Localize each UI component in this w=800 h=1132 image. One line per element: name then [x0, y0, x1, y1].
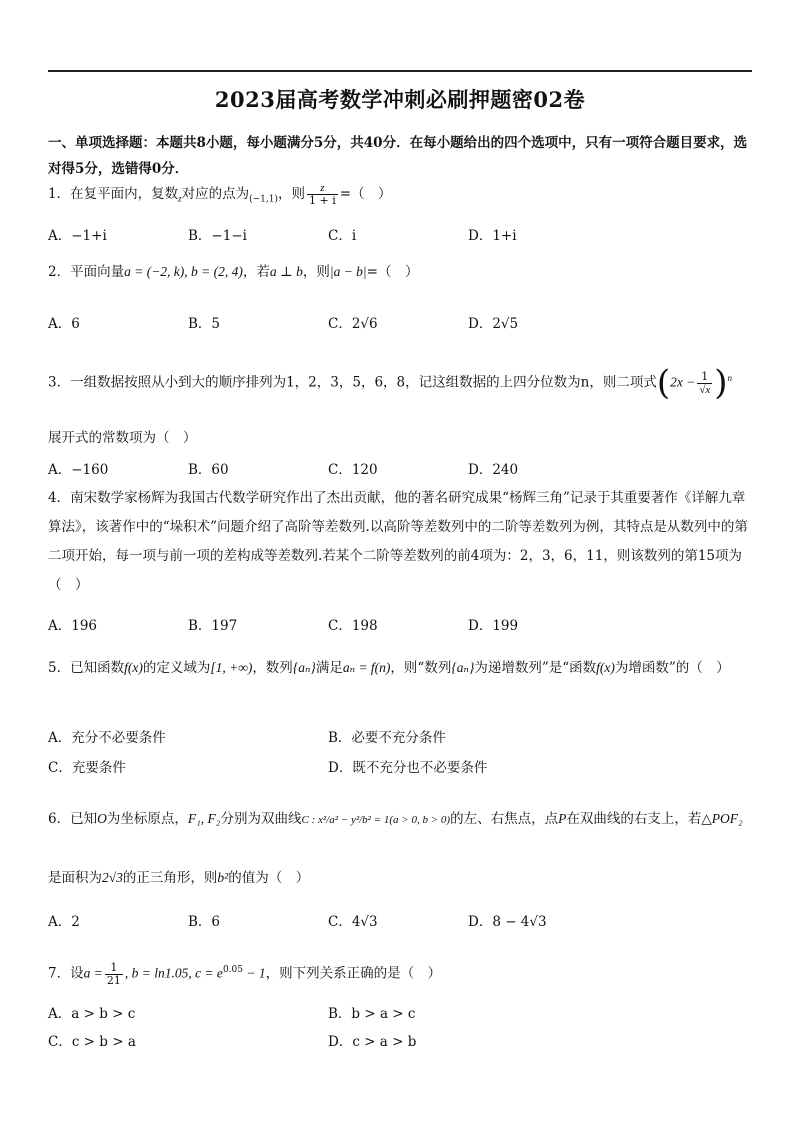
q3-option-b[interactable]: B．60	[188, 462, 229, 478]
q3-frac-num: 1	[697, 371, 712, 384]
q5-options-row2	[48, 756, 754, 780]
q7-expr-c: − 1	[242, 965, 266, 981]
q3-option-d[interactable]: D．240	[468, 462, 519, 478]
q6-curve: C : x²/a² − y²/b² = 1(a > 0, b > 0)	[301, 814, 451, 826]
q6-b2: b²	[217, 870, 229, 885]
section-heading: 一、单项选择题：本题共8小题，每小题满分5分，共40分．在每小题给出的四个选项中，只有一项符合题目要求，选对得5分，选错得0分．	[48, 135, 748, 177]
question-1	[48, 180, 754, 214]
q6-text-a: 6．已知	[48, 811, 98, 827]
q6-o: O	[97, 811, 107, 826]
question-5	[48, 650, 754, 686]
q7-text-a: 7．设	[48, 965, 84, 982]
q5-an-2: {aₙ}	[451, 660, 475, 675]
q3-frac-den: √x	[699, 383, 711, 396]
q7-expr-b: , b = ln1.05, c = e	[124, 965, 223, 981]
q3-paren-close: )	[714, 363, 728, 403]
q3-options	[48, 458, 754, 482]
q7-expr-a: a =	[83, 965, 103, 981]
q5-rel: aₙ = f(n)	[342, 660, 391, 675]
q1-option-c[interactable]: C．i	[328, 228, 357, 244]
q2-expr: a = (−2, k), b = (2, 4)	[124, 264, 243, 279]
page-title: 2023届高考数学冲刺必刷押题密02卷	[214, 87, 586, 112]
q2-text-b: ，若	[242, 264, 270, 280]
q5-fx-2: f(x)	[596, 660, 615, 675]
q6-text-h: 的值为（ ）	[228, 870, 310, 886]
q5-text-f: 为递增数列”是“函数	[474, 660, 597, 676]
q5-text-c: ，数列	[252, 660, 293, 676]
q2-option-b[interactable]: B．5	[188, 316, 221, 332]
q6-text-e: 在双曲线的右支上，若	[566, 811, 702, 827]
q3-paren-open: (	[656, 363, 671, 403]
q7-option-a[interactable]: A．a > b > c	[48, 1006, 136, 1022]
q7-fraction	[105, 962, 123, 987]
q3-fraction	[697, 371, 712, 396]
q6-area: 2√3	[102, 870, 123, 885]
q3-exponent: n	[727, 373, 733, 383]
q2-options	[48, 312, 754, 336]
q7-options-row1	[48, 1002, 754, 1026]
q7-option-b[interactable]: B．b > a > c	[328, 1006, 416, 1022]
q1-text-d: =（ ）	[339, 186, 392, 202]
q1-text-c: ，则	[278, 186, 305, 202]
q6-option-d[interactable]: D．8 − 4√3	[468, 914, 547, 930]
q1-option-d[interactable]: D．1+i	[468, 228, 517, 244]
q6-foci: F₁, F₂	[187, 811, 221, 826]
q1-fraction	[307, 182, 338, 207]
header-rule	[48, 70, 752, 72]
q6-text-c: 分别为双曲线	[220, 811, 302, 827]
question-3	[48, 363, 754, 403]
q6-option-a[interactable]: A．2	[48, 914, 80, 930]
q1-var: z	[178, 193, 182, 204]
q4-option-c[interactable]: C．198	[328, 618, 378, 634]
q4-option-b[interactable]: B．197	[188, 618, 238, 634]
q5-an: {aₙ}	[292, 660, 316, 675]
q6-text-g: 的正三角形，则	[122, 870, 218, 886]
q7-exp: 0.05	[222, 965, 243, 975]
q5-option-c[interactable]: C．充要条件	[48, 760, 126, 776]
q4-option-d[interactable]: D．199	[468, 618, 519, 634]
q6-options	[48, 910, 754, 934]
q7-frac-num: 1	[105, 962, 123, 975]
q7-frac-den: 21	[106, 973, 121, 987]
q3-text-b: 展开式的常数项为（ ）	[48, 430, 197, 446]
q7-option-c[interactable]: C．c > b > a	[48, 1034, 136, 1050]
q5-option-b[interactable]: B．必要不充分条件	[328, 730, 446, 746]
question-2	[48, 258, 754, 286]
q5-option-d[interactable]: D．既不充分也不必要条件	[328, 760, 488, 776]
question-6	[48, 790, 754, 907]
q1-option-a[interactable]: A．−1+i	[48, 228, 107, 244]
q1-option-b[interactable]: B．−1−i	[188, 228, 247, 244]
q3-binom-a: 2x −	[670, 374, 696, 390]
q2-text: 2．平面向量	[48, 264, 125, 280]
q1-frac-den: 1 + i	[309, 194, 336, 207]
q3-option-c[interactable]: C．120	[328, 462, 378, 478]
q4-options	[48, 614, 754, 638]
q5-text-b: 的定义域为	[142, 660, 211, 676]
q5-text-g: 为增函数”的（ ）	[614, 660, 730, 676]
q2-text-c: ，则	[302, 264, 330, 280]
q4-option-a[interactable]: A．196	[48, 618, 98, 634]
q2-option-d[interactable]: D．2√5	[468, 316, 519, 332]
q2-text-d: =（ ）	[366, 264, 419, 280]
q2-option-a[interactable]: A．6	[48, 316, 80, 332]
q1-text-b: 对应的点为	[181, 186, 250, 202]
q3-text: 3．一组数据按照从小到大的顺序排列为1，2，3，5，6，8，记这组数据的上四分位数为n，则二项式	[48, 374, 657, 391]
q5-text-d: 满足	[315, 660, 343, 676]
q1-frac-num: z	[307, 182, 338, 195]
q7-options-row2	[48, 1030, 754, 1054]
question-7	[48, 956, 754, 988]
q6-text-d: 的左、右焦点，点	[450, 811, 559, 827]
q6-p: P	[558, 811, 567, 826]
q5-option-a[interactable]: A．充分不必要条件	[48, 730, 166, 746]
q6-option-b[interactable]: B．6	[188, 914, 221, 930]
q7-option-d[interactable]: D．c > a > b	[328, 1034, 417, 1050]
q1-point: (−1,1)	[249, 194, 278, 205]
q2-cond: a ⊥ b	[269, 264, 303, 279]
q5-domain: [1, +∞)	[210, 660, 253, 675]
q6-text-b: 为坐标原点，	[106, 811, 188, 827]
q3-option-a[interactable]: A．−160	[48, 462, 109, 478]
q7-text-b: ，则下列关系正确的是（ ）	[265, 965, 442, 982]
question-4: 4．南宋数学家杨辉为我国古代数学研究作出了杰出贡献，他的著名研究成果“杨辉三角”记录于其重要著作《详解九章算法》，该著作中的“垛积术”问题介绍了高阶等差数列.以高阶等差数列中的二阶等差数列为例，其特点是从数列中的第二项开始，每一项与前一项的差构成等差数列.若某个二阶等差数列的前4项为：2，3，6，11，则该数列的第15项为（ ）	[48, 490, 748, 593]
q5-fx: f(x)	[124, 660, 143, 675]
q2-abs: |a − b|	[329, 264, 367, 279]
q5-text-e: ，则“数列	[390, 660, 452, 676]
q5-text-a: 5．已知函数	[48, 660, 125, 676]
q6-text-f: 是面积为	[48, 870, 102, 886]
q1-text: 1．在复平面内，复数	[48, 186, 179, 202]
q6-option-c[interactable]: C．4√3	[328, 914, 378, 930]
q2-option-c[interactable]: C．2√6	[328, 316, 378, 332]
q1-options	[48, 224, 754, 248]
q5-options-row1	[48, 726, 754, 750]
q6-triangle: △POF₂	[701, 811, 743, 826]
q3-continue	[48, 424, 754, 452]
